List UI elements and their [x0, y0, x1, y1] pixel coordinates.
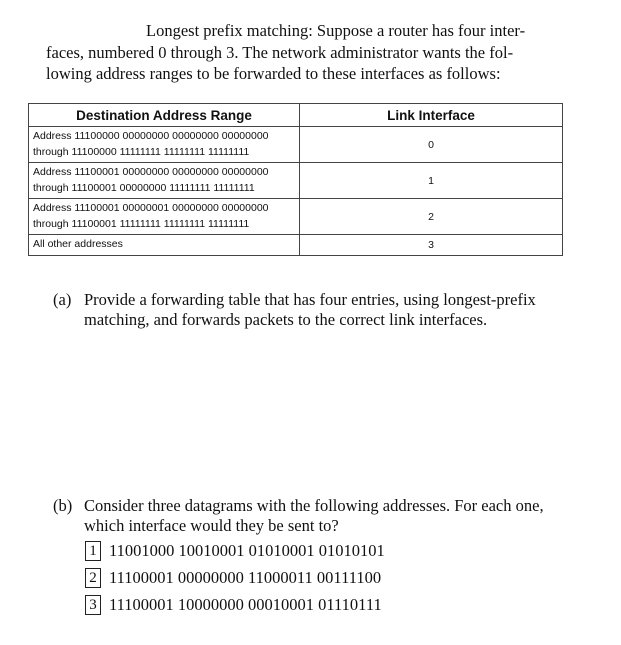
address-range-table [28, 103, 563, 256]
range-cell [29, 163, 300, 199]
range-cell [29, 127, 300, 163]
range-start: Address 11100001 00000001 00000000 00000000 [33, 202, 269, 214]
part-b-line-2: which interface would they be sent to? [84, 516, 339, 535]
part-a-line-1: Provide a forwarding table that has four entries, using longest-prefix [84, 290, 536, 309]
range-end: through 11100001 00000000 11111111 11111111 [33, 181, 255, 194]
datagram-address: 11100001 10000000 00010001 01110111 [109, 595, 382, 615]
part-a-label: (a) [53, 290, 72, 309]
datagram-number: 3 [85, 595, 101, 615]
table-header-row [29, 104, 563, 127]
intro-line-3: lowing address ranges to be forwarded to these interfaces as follows: [46, 64, 501, 83]
part-b-line-1: Consider three datagrams with the following addresses. For each one, [84, 496, 544, 515]
range-end: through 11100001 11111111 11111111 11111111 [33, 217, 250, 230]
interface-cell: 2 [300, 199, 563, 235]
interface-cell: 0 [300, 127, 563, 163]
intro-paragraph [46, 20, 581, 85]
intro-line-1: Longest prefix matching: Suppose a router has four inter- [146, 21, 526, 40]
header-destination-range: Destination Address Range [29, 104, 300, 127]
table-row [29, 127, 563, 163]
intro-line-2: faces, numbered 0 through 3. The network administrator wants the fol- [46, 42, 514, 62]
datagram-address: 11001000 10010001 01010001 01010101 [109, 541, 385, 561]
list-item [85, 540, 385, 560]
table-row [29, 199, 563, 235]
range-cell [29, 199, 300, 235]
range-other: All other addresses [33, 238, 123, 250]
part-b-label: (b) [53, 496, 73, 515]
range-start: Address 11100000 00000000 00000000 00000000 [33, 130, 269, 142]
interface-cell: 1 [300, 163, 563, 199]
datagram-number: 1 [85, 541, 101, 561]
range-end: through 11100000 11111111 11111111 11111111 [33, 145, 250, 158]
range-cell [29, 235, 300, 256]
table-row [29, 163, 563, 199]
datagram-address: 11100001 00000000 11000011 00111100 [109, 568, 382, 588]
part-a-line-2: matching, and forwards packets to the correct link interfaces. [84, 310, 488, 329]
interface-cell: 3 [300, 235, 563, 256]
list-item [85, 594, 382, 614]
range-start: Address 11100001 00000000 00000000 00000000 [33, 166, 269, 178]
list-item [85, 567, 381, 587]
header-link-interface: Link Interface [300, 104, 563, 127]
datagram-number: 2 [85, 568, 101, 588]
table-row [29, 235, 563, 256]
